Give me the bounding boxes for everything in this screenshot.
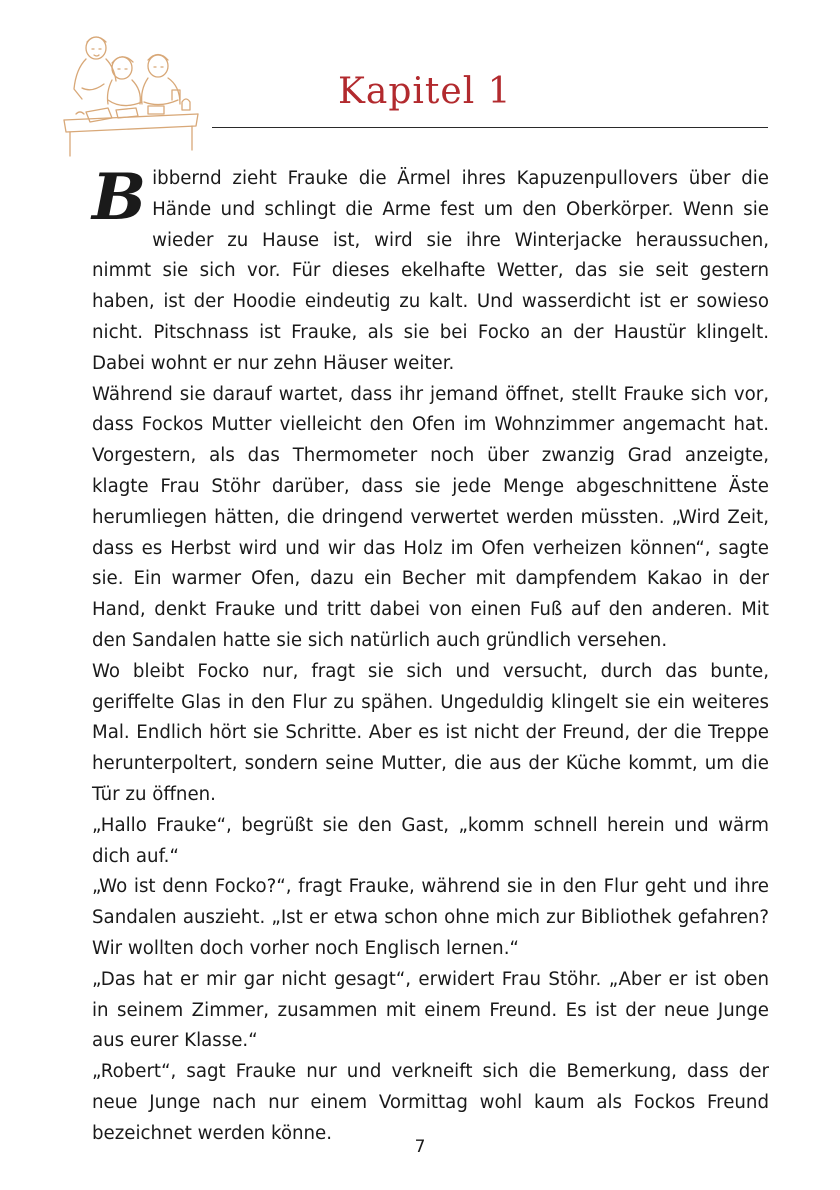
page-number: 7: [414, 1137, 426, 1157]
paragraph-4: „Hallo Frauke“, begrüßt sie den Gast, „komm schnell herein und wärm dich auf.“: [92, 814, 769, 867]
paragraph-3: Wo bleibt Focko nur, fragt sie sich und versucht, durch das bunte, geriffelte Glas in den Flur zu spähen. Ungeduldig klingelt sie ein weiteres Mal. Endlich hört sie Schritte. Aber es ist nicht der Freund, der die Treppe herunterpoltert, sondern seine Mutter, die aus der Küche kommt, um die Tür zu öffnen.: [92, 660, 769, 805]
header-illustration: [56, 28, 206, 158]
paragraph-5: „Wo ist denn Focko?“, fragt Frauke, während sie in den Flur geht und ihre Sandalen auszieht. „Ist er etwa schon ohne mich zur Bibliothek gefahren? Wir wollten doch vorher noch Englisch lernen.“: [92, 876, 769, 959]
paragraph-7: „Robert“, sagt Frauke nur und verkneift sich die Bemerkung, dass der neue Junge nach nur einem Vormittag wohl kaum als Fockos Freund bezeichnet werden könne.: [92, 1061, 769, 1144]
paragraph-2: Während sie darauf wartet, dass ihr jemand öffnet, stellt Frauke sich vor, dass Fockos Mutter vielleicht den Ofen im Wohnzimmer angemacht hat. Vorgestern, als das Thermometer noch über zwanzig Grad anzeigte, klagte Frau Stöhr darüber, dass sie jede Menge abgeschnittene Äste herumliegen hätten, die dringend verwertet werden müssten. „Wird Zeit, dass es Herbst wird und wir das Holz im Ofen verheizen können“, sagte sie. Ein warmer Ofen, dazu ein Becher mit dampfendem Kakao in der Hand, denkt Frauke und tritt dabei von einen Fuß auf den anderen. Mit den Sandalen hatte sie sich natürlich auch gründlich versehen.: [92, 383, 769, 651]
people-at-desk-sketch-icon: [56, 28, 206, 158]
header-rule: [212, 127, 768, 128]
dropcap: B: [92, 160, 147, 235]
paragraph-1-text: ibbernd zieht Frauke die Ärmel ihres Kapuzenpullovers über die Hände und schlingt die Arme fest um den Oberkörper. Wenn sie wieder zu Hause ist, wird sie ihre Winterjacke heraussuchen, nimmt sie sich vor. Für dieses ekelhafte Wetter, das sie seit gestern haben, ist der Hoodie eindeutig zu kalt. Und wasserdicht ist er sowieso nicht. Pitschnass ist Frauke, als sie bei Focko an der Haustür klingelt. Dabei wohnt er nur zehn Häuser weiter.: [92, 168, 769, 374]
body-text: [92, 160, 769, 1150]
chapter-title: Kapitel 1: [338, 71, 512, 112]
paragraph-1: [92, 160, 769, 380]
paragraph-6: „Das hat er mir gar nicht gesagt“, erwidert Frau Stöhr. „Aber er ist oben in seinem Zimmer, zusammen mit einem Freund. Es ist der neue Junge aus eurer Klasse.“: [92, 968, 769, 1052]
